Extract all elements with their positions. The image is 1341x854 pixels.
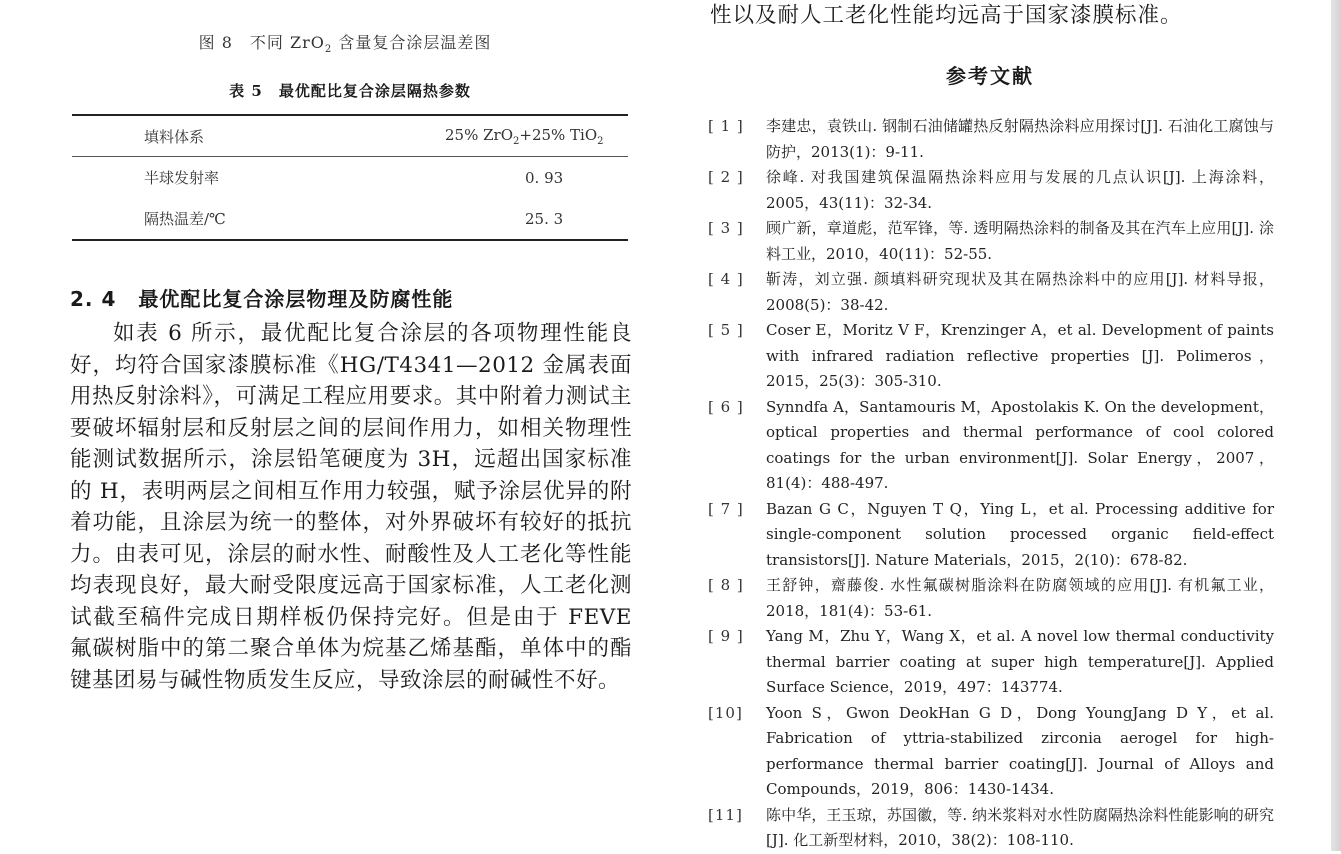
- row-value: 25. 3: [345, 198, 628, 240]
- reference-item: [708, 318, 1274, 395]
- reference-text: Bazan G C，Nguyen T Q，Ying L，et al. Processing additive for single-component solution processed organic field-effect transistors[J]. Nature Materials，2015，2(10)：678-82.: [766, 499, 1274, 569]
- reference-number: [ 7 ]: [708, 499, 744, 518]
- reference-text: 顾广新，章道彪，范军锋，等. 透明隔热涂料的制备及其在汽车上应用[J]. 涂料工业，2010，40(11)：52-55.: [766, 219, 1274, 263]
- reference-item: [708, 395, 1274, 497]
- reference-number: [ 9 ]: [708, 627, 744, 645]
- reference-item: [708, 497, 1274, 574]
- reference-number: [ 2 ]: [708, 168, 744, 186]
- reference-text: Yang M，Zhu Y，Wang X，et al. A novel low thermal conductivity thermal barrier coating at super high temperature[J]. Applied Surface Science，2019，497：143774.: [766, 627, 1274, 696]
- reference-item: [708, 165, 1274, 216]
- table-header-row: [72, 115, 628, 157]
- reference-item: [708, 803, 1274, 854]
- reference-number: [ 6 ]: [708, 397, 744, 416]
- reference-text: Synndfa A，Santamouris M，Apostolakis K. On the development，optical properties and thermal performance of cool colored coatings for the urban environment[J]. Solar Energy，2007，81(4)：488-497.: [766, 397, 1274, 492]
- row-label: 隔热温差/℃: [72, 198, 345, 240]
- reference-text: 徐峰. 对我国建筑保温隔热涂料应用与发展的几点认识[J]. 上海涂料，2005，43(11)：32-34.: [766, 168, 1274, 212]
- references-heading: 参考文献: [946, 64, 1034, 88]
- table-row: [72, 157, 628, 199]
- section-title: 最优配比复合涂层物理及防腐性能: [138, 287, 454, 311]
- reference-number: [ 4 ]: [708, 270, 744, 288]
- params-table: [72, 114, 628, 241]
- reference-text: 靳涛，刘立强. 颜填料研究现状及其在隔热涂料中的应用[J]. 材料导报，2008(5)：38-42.: [766, 270, 1274, 314]
- reference-number: [ 5 ]: [708, 321, 744, 339]
- reference-number: [ 1 ]: [708, 117, 744, 135]
- reference-number: [11]: [708, 805, 743, 824]
- body-paragraph: 如表 6 所示，最优配比复合涂层的各项物理性能良好，均符合国家漆膜标准《HG/T4341—2012 金属表面用热反射涂料》，可满足工程应用要求。其中附着力测试主要破坏辐射层和反射层之间的层间作用力，如相关物理性能测试数据所示，涂层铅笔硬度为 3H，远超出国家标准的 H，表明两层之间相互作用力较强，赋予涂层优异的附着功能，且涂层为统一的整体，对外界破坏有较好的抵抗力。由表可见，涂层的耐水性、耐酸性及人工老化等性能均表现良好，最大耐受限度远高于国家标准，人工老化测试截至稿件完成日期样板仍保持完好。但是由于 FEVE 氟碳树脂中的第二聚合单体为烷基乙烯基酯，单体中的酯键基团易与碱性物质发生反应，导致涂层的耐碱性不好。: [70, 321, 632, 693]
- reference-item: [708, 216, 1274, 267]
- header-label: 填料体系: [72, 115, 345, 157]
- references-list: [708, 114, 1274, 854]
- page-edge: [1331, 0, 1341, 851]
- table-row: [72, 198, 628, 240]
- reference-item: [708, 267, 1274, 318]
- reference-text: Coser E，Moritz V F，Krenzinger A，et al. Development of paints with infrared radiation reflective properties [J]. Polimeros，2015，25(3)：305-310.: [766, 321, 1274, 390]
- reference-text: 陈中华，王玉琼，苏国徽，等. 纳米浆料对水性防腐隔热涂料性能影响的研究[J]. 化工新型材料，2010，38(2)：108-110.: [766, 805, 1274, 849]
- reference-item: [708, 624, 1274, 701]
- continued-text-line: 性以及耐人工老化性能均远高于国家漆膜标准。: [710, 3, 1183, 28]
- reference-number: [ 8 ]: [708, 576, 744, 594]
- row-label: 半球发射率: [144, 169, 220, 187]
- section-heading: [70, 283, 453, 312]
- reference-item: [708, 114, 1274, 165]
- reference-item: [708, 573, 1274, 624]
- header-value: 25% ZrO$_2$+25% TiO$_2$: [345, 115, 628, 157]
- reference-number: [10]: [708, 703, 743, 722]
- table-title: 表 5 最优配比复合涂层隔热参数: [229, 82, 471, 100]
- figure-caption: 图 8 不同 ZrO$_2$ 含量复合涂层温差图: [198, 33, 492, 56]
- reference-number: [ 3 ]: [708, 219, 744, 237]
- row-value: 0. 93: [525, 168, 564, 187]
- section-number: 2. 4: [70, 287, 117, 311]
- reference-item: [708, 701, 1274, 803]
- reference-text: 王舒钟，齋藤俊. 水性氟碳树脂涂料在防腐领域的应用[J]. 有机氟工业，2018，181(4)：53-61.: [766, 576, 1274, 620]
- reference-text: 李建忠，袁铁山. 钢制石油储罐热反射隔热涂料应用探讨[J]. 石油化工腐蚀与防护，2013(1)：9-11.: [766, 117, 1274, 161]
- reference-text: Yoon S，Gwon DeokHan G D，Dong YoungJang D Y，et al. Fabrication of yttria-stabilized zirconia aerogel for high-performance thermal barrier coating[J]. Journal of Alloys and Compounds，2019，806：1430-1434.: [766, 703, 1274, 798]
